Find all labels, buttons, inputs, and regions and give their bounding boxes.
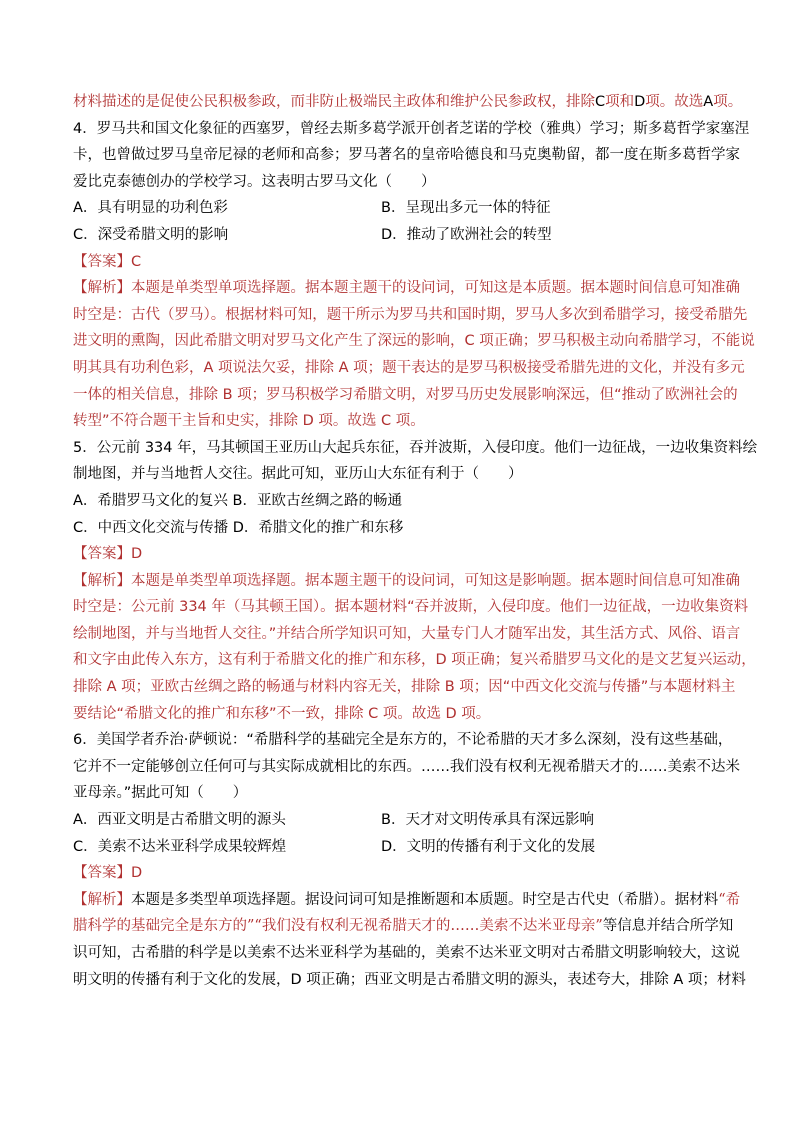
analysis-line: 识可知，古希腊的科学是以美索不达米亚科学为基础的，美索不达米亚文明对古希腊文明影响较大，这说 <box>73 945 740 961</box>
prev-analysis-tail: 材料描述的是促使公民积极参政，而非防止极端民主政体和维护公民参政权，排除C项和D项。故选A项。 <box>73 94 743 110</box>
option-d: D．推动了欧洲社会的转型 <box>381 226 552 243</box>
analysis-line: 明文明的传播有利于文化的发展，D 项正确；西亚文明是古希腊文明的源头，表述夸大，排除 A 项；材料 <box>73 971 746 988</box>
options-row <box>73 834 723 861</box>
options-row <box>73 222 723 249</box>
options-row <box>73 807 723 834</box>
analysis-line: 时空是：公元前 334 年（马其顿王国）。据本题材料“吞并波斯，入侵印度。他们一边征战，一边收集资料 <box>73 599 749 616</box>
option-b: B．天才对文明传承具有深远影响 <box>381 812 594 829</box>
analysis-line: 【解析】本题是多类型单项选择题。据设问词可知是推断题和本质题。时空是古代史（希腊）。据材料“希 <box>73 891 741 908</box>
analysis-line: 【解析】本题是单类型单项选择题。据本题主题干的设问词，可知这是本质题。据本题时间信息可知准确 <box>73 280 740 297</box>
answer-value: D <box>131 865 143 882</box>
question-text: 爱比克泰德创办的学校学习。这表明古罗马文化（ ） <box>73 173 436 190</box>
analysis-label: 【解析】 <box>73 572 131 589</box>
option-a: A．西亚文明是古希腊文明的源头 <box>73 812 286 829</box>
answer-line <box>73 860 723 887</box>
question-5 <box>73 435 758 728</box>
question-text: 制地图，并与当地哲人交往。据此可知，亚历山大东征有利于（ ） <box>73 466 523 483</box>
analysis-line: 进文明的熏陶，因此希腊文明对罗马文化产生了深远的影响，C 项正确；罗马积极主动向希腊学习，不能说 <box>73 333 755 350</box>
option-a: A．具有明显的功利色彩 <box>73 200 228 217</box>
answer-value: C <box>131 253 142 270</box>
analysis-line: 【解析】本题是单类型单项选择题。据本题主题干的设问词，可知这是影响题。据本题时间信息可知准确 <box>73 572 740 589</box>
question-text: 它并不一定能够创立任何可与其实际成就相比的东西。……我们没有权利无视希腊天才的……美索不达米 <box>73 758 740 775</box>
options-row <box>73 195 723 222</box>
question-text: 6．美国学者乔治·萨顿说：“希腊科学的基础完全是东方的，不论希腊的天才多么深刻，没有这些基础， <box>73 732 733 749</box>
question-text: 卡，也曾做过罗马皇帝尼禄的老师和高参；罗马著名的皇帝哈德良和马克奥勒留，都一度在斯多葛哲学家 <box>73 147 740 164</box>
analysis-line: 明其具有功利色彩，A 项说法欠妥，排除 A 项；题干表达的是罗马积极接受希腊先进的文化，并没有多元 <box>73 359 745 376</box>
analysis-line: 转型”不符合题干主旨和史实，排除 D 项。故选 C 项。 <box>73 413 425 430</box>
answer-label: 【答案】 <box>73 865 131 882</box>
option-c: C．深受希腊文明的影响 <box>73 226 229 243</box>
question-4 <box>73 116 755 435</box>
question-6 <box>73 727 746 993</box>
analysis-line: 要结论“希腊文化的推广和东移”不一致，排除 C 项。故选 D 项。 <box>73 705 491 722</box>
analysis-line: 一体的相关信息，排除 B 项；罗马积极学习希腊文明，对罗马历史发展影响深远，但“推动了欧洲社会的 <box>73 386 738 403</box>
analysis-label: 【解析】 <box>73 891 131 908</box>
analysis-line: 绘制地图，并与当地哲人交往。”并结合所学知识可知，大量专门人才随军出发，其生活方式、风俗、语言 <box>73 625 741 642</box>
question-text: 亚母亲。”据此可知（ ） <box>73 785 248 802</box>
analysis-label: 【解析】 <box>73 280 131 297</box>
option-d: D．文明的传播有利于文化的发展 <box>381 838 596 855</box>
document-page <box>73 89 758 993</box>
answer-label: 【答案】 <box>73 253 131 270</box>
options-cd: C．中西文化交流与传播 D．希腊文化的推广和东移 <box>73 519 404 536</box>
analysis-line: 排除 A 项；亚欧古丝绸之路的畅通与材料内容无关，排除 B 项；因“中西文化交流与传播”与本题材料主 <box>73 679 736 696</box>
option-c: C．美索不达米亚科学成果较辉煌 <box>73 838 287 855</box>
option-b: B．呈现出多元一体的特征 <box>381 200 551 217</box>
analysis-line: 时空是：古代（罗马）。根据材料可知，题干所示为罗马共和国时期，罗马人多次到希腊学习，接受希腊先 <box>73 306 748 323</box>
answer-label: 【答案】 <box>73 546 131 563</box>
options-ab: A．希腊罗马文化的复兴 B．亚欧古丝绸之路的畅通 <box>73 492 402 509</box>
analysis-line: 腊科学的基础完全是东方的”“我们没有权利无视希腊天才的……美索不达米亚母亲”等信息并结合所学知 <box>73 918 734 935</box>
question-text: 4．罗马共和国文化象征的西塞罗，曾经去斯多葛学派开创者芝诺的学校（雅典）学习；斯多葛哲学家塞涅 <box>73 120 750 137</box>
answer-line <box>73 541 723 568</box>
answer-value: D <box>131 546 143 563</box>
answer-line <box>73 249 723 276</box>
question-text: 5．公元前 334 年，马其顿国王亚历山大起兵东征，吞并波斯，入侵印度。他们一边征战，一边收集资料绘 <box>73 439 758 456</box>
analysis-line: 和文字由此传入东方，这有利于希腊文化的推广和东移，D 项正确；复兴希腊罗马文化的是文艺复兴运动， <box>73 652 756 669</box>
